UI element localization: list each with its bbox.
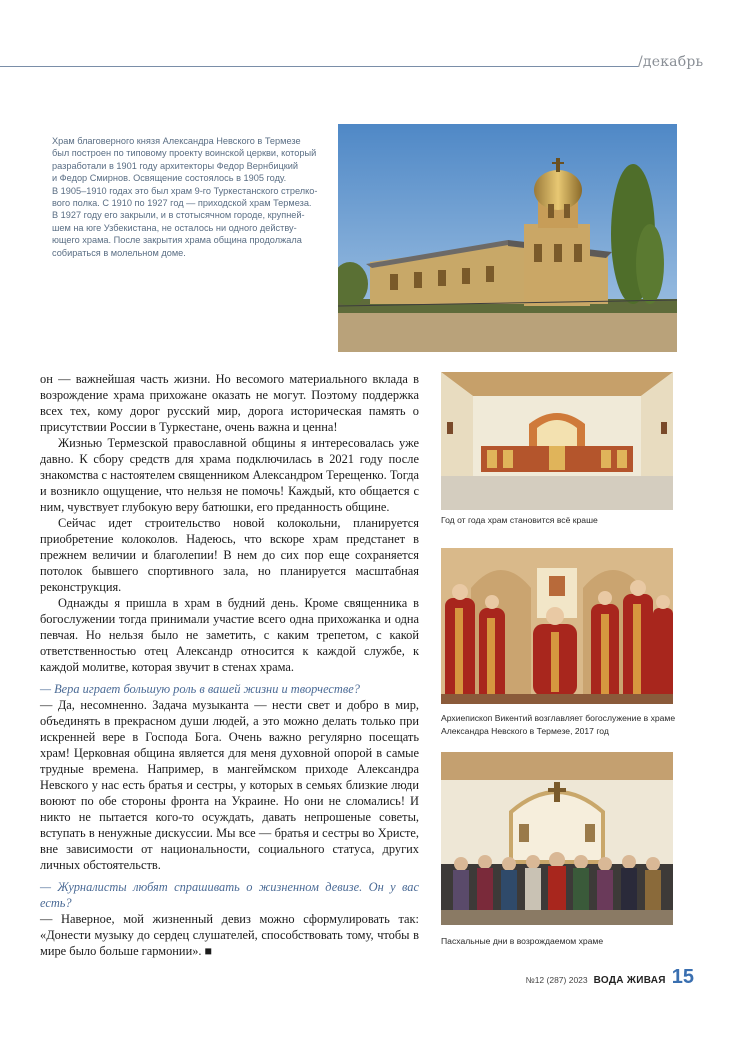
caption-line: Храм благоверного князя Александра Невского в Термезе <box>52 136 301 146</box>
final-answer-text: — Наверное, мой жизненный девиз можно сформулировать так: «Донести музыку до сердец слушателей, способствовать тому, чтобы в мире было больше гармонии». <box>40 912 419 958</box>
caption-line: вого полка. С 1910 по 1927 год — приходской храм Термеза. <box>52 198 312 209</box>
end-mark: ■ <box>204 944 213 958</box>
article-paragraph: Сейчас идет строительство новой колокольни, планируется приобретение колоколов. Надеюсь, что вскоре храм предстанет в прежнем величии и благолепии! В нем до сих пор еще сохраняется потолок бывшего спортивного зала, но планируется масштабная реконструкция. <box>40 516 419 594</box>
article-paragraph: Однажды я пришла в храм в будний день. Кроме священника в богослужении тогда принимали участие всего одна прихожанка и одна певчая. Но нельзя было не заметить, с каким трепетом, с какой ответственностью отец Александр относится к каждой службе, к каждой молитве, которая звучит в стенах храма. <box>40 596 419 674</box>
caption-line: В 1905–1910 годах это был храм 9-го Туркестанского стрелко- <box>52 185 318 196</box>
church-interior-photo <box>441 372 673 510</box>
article-paragraph: он — важнейшая часть жизни. Но весомого материального вклада в возрождение храма прихожане оказать не могут. Поэтому поддержка всех тех, кому дорог русский мир, дорога историческая память о присутствии России в Туркестане, очень важна и ценна! <box>40 372 419 434</box>
page-footer <box>526 966 694 989</box>
caption-line: В 1927 году его закрыли, и в стотысячном городе, крупней- <box>52 210 305 221</box>
interview-answer <box>40 911 419 959</box>
interview-question: — Вера играет большую роль в вашей жизни и творчестве? <box>40 682 360 696</box>
caption-line: ющего храма. После закрытия храма община продолжала <box>52 235 302 246</box>
magazine-name: ВОДА ЖИВАЯ <box>593 975 666 986</box>
caption-line: был построен по типовому проекту воинской церкви, который <box>52 148 317 159</box>
church-history-caption <box>52 135 320 259</box>
caption-line: шем на юге Узбекистана, не осталось ни одного действу- <box>52 222 297 233</box>
caption-line: собираться в молельном доме. <box>52 247 186 258</box>
page-number: 15 <box>671 966 694 988</box>
article-paragraph: Жизнью Термезской православной общины я интересовалась уже давно. К сбору средств для храма подключилась в 2021 году после знакомства с настоятелем священником Александром Терещенко. Тогда и возникло ощущение, что нельзя не помочь! Каждый, кто общается с ним, чувствует глубокую веру батюшки, его преданность общине. <box>40 436 419 514</box>
clergy-service-photo <box>441 548 673 704</box>
church-exterior-photo <box>338 124 677 352</box>
interview-question: — Журналисты любят спрашивать о жизненном девизе. Он у вас есть? <box>40 880 419 910</box>
section-title: /декабрь <box>638 54 704 70</box>
photo-caption: Архиепископ Викентий возглавляет богослужение в храме Александра Невского в Термезе, 2017 год <box>441 713 676 736</box>
easter-group-photo <box>441 752 673 925</box>
caption-line: разработали в 1901 году архитекторы Федор Вернбицкий <box>52 160 299 171</box>
issue-number: №12 (287) 2023 <box>525 975 588 985</box>
photo-caption: Пасхальные дни в возрождаемом храме <box>441 936 604 946</box>
photo-caption: Год от года храм становится всё краше <box>441 515 598 525</box>
article-body <box>40 371 419 959</box>
header-rule <box>0 66 638 67</box>
interview-answer: — Да, несомненно. Задача музыканта — нести свет и добро в мир, объединять в прекрасном души людей, а это можно делать только при искренней вере в Господа Бога. Очень важно регулярно посещать храм! Церковная община является для меня духовной опорой в самые трудные времена. Например, в мангеймском приходе Александра Невского у нас есть братья и сестры, у которых в семьях близкие люди воюют по обе стороны фронта на Украине. Но они не сломались! И никто не пытается кого-то осуждать, давать непрошеные советы, вступать в ненужные дискуссии. Мы все — братья и сестры во Христе, вне зависимости от национальности, социального статуса, других личных обстоятельств. <box>40 698 419 872</box>
caption-line: и Федор Смирнов. Освящение состоялось в 1905 году. <box>52 173 287 184</box>
